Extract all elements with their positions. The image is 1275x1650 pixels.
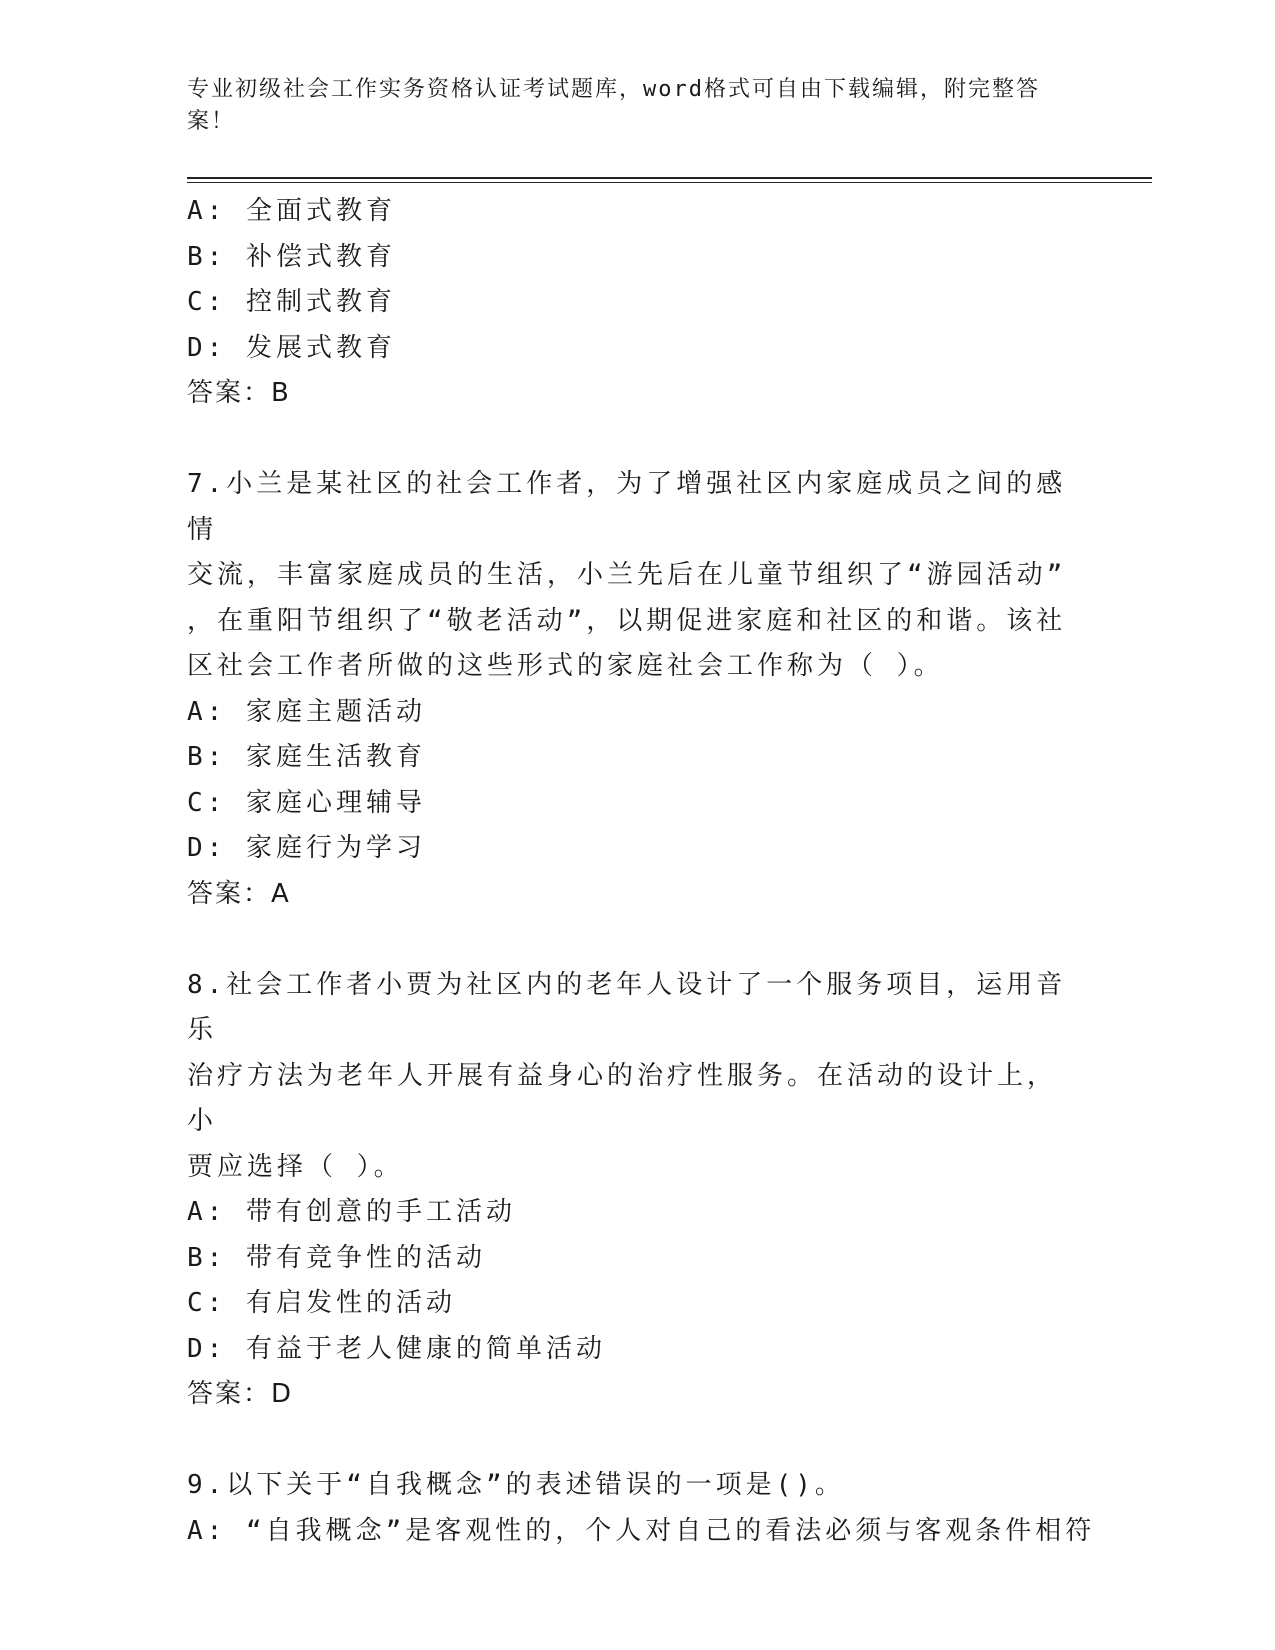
spacer [187, 1418, 1087, 1464]
option-b: B: 家庭生活教育 [187, 742, 426, 772]
spacer [187, 417, 1087, 463]
option-d: D: 发展式教育 [187, 332, 396, 363]
answer-line: 答案：B [187, 378, 291, 408]
question-7 [187, 462, 1087, 917]
question-6 [187, 189, 1087, 417]
question-stem-line: 贾应选择（ ）。 [187, 1151, 404, 1182]
option-d: D: 有益于老人健康的简单活动 [187, 1333, 606, 1364]
answer-line: 答案：A [187, 878, 291, 909]
spacer [187, 917, 1087, 963]
answer-line: 答案：D [187, 1379, 294, 1409]
question-8 [187, 963, 1087, 1418]
question-stem-line: ，在重阳节组织了“敬老活动”，以期促进家庭和社区的和谐。该社 [187, 605, 1067, 636]
question-stem-line: 交流，丰富家庭成员的生活，小兰先后在儿童节组织了“游园活动” [187, 560, 1067, 590]
question-stem-line: 7.小兰是某社区的社会工作者，为了增强社区内家庭成员之间的感情 [187, 469, 1067, 545]
page-header: 专业初级社会工作实务资格认证考试题库，word格式可自由下载编辑，附完整答案！ [187, 77, 1040, 134]
option-a: A: 家庭主题活动 [187, 696, 426, 727]
option-a: A: “自我概念”是客观性的，个人对自己的看法必须与客观条件相符 [187, 1515, 1096, 1546]
option-c: C: 有启发性的活动 [187, 1288, 456, 1318]
question-stem-line: 治疗方法为老年人开展有益身心的治疗性服务。在活动的设计上，小 [187, 1060, 1058, 1136]
question-stem-line: 9.以下关于“自我概念”的表述错误的一项是()。 [187, 1470, 845, 1500]
option-b: B: 补偿式教育 [187, 241, 396, 272]
header-rule [187, 177, 1152, 179]
option-b: B: 带有竞争性的活动 [187, 1242, 486, 1273]
option-d: D: 家庭行为学习 [187, 833, 426, 863]
option-c: C: 控制式教育 [187, 287, 396, 317]
question-list [187, 189, 1096, 1554]
question-stem-line: 8.社会工作者小贾为社区内的老年人设计了一个服务项目，运用音乐 [187, 969, 1067, 1045]
question-stem-line: 区社会工作者所做的这些形式的家庭社会工作称为（ ）。 [187, 651, 944, 681]
question-9 [187, 1463, 1096, 1554]
option-a: A: 全面式教育 [187, 196, 396, 226]
option-a: A: 带有创意的手工活动 [187, 1197, 516, 1227]
header-rule-thin [187, 182, 1152, 183]
option-c: C: 家庭心理辅导 [187, 787, 426, 818]
